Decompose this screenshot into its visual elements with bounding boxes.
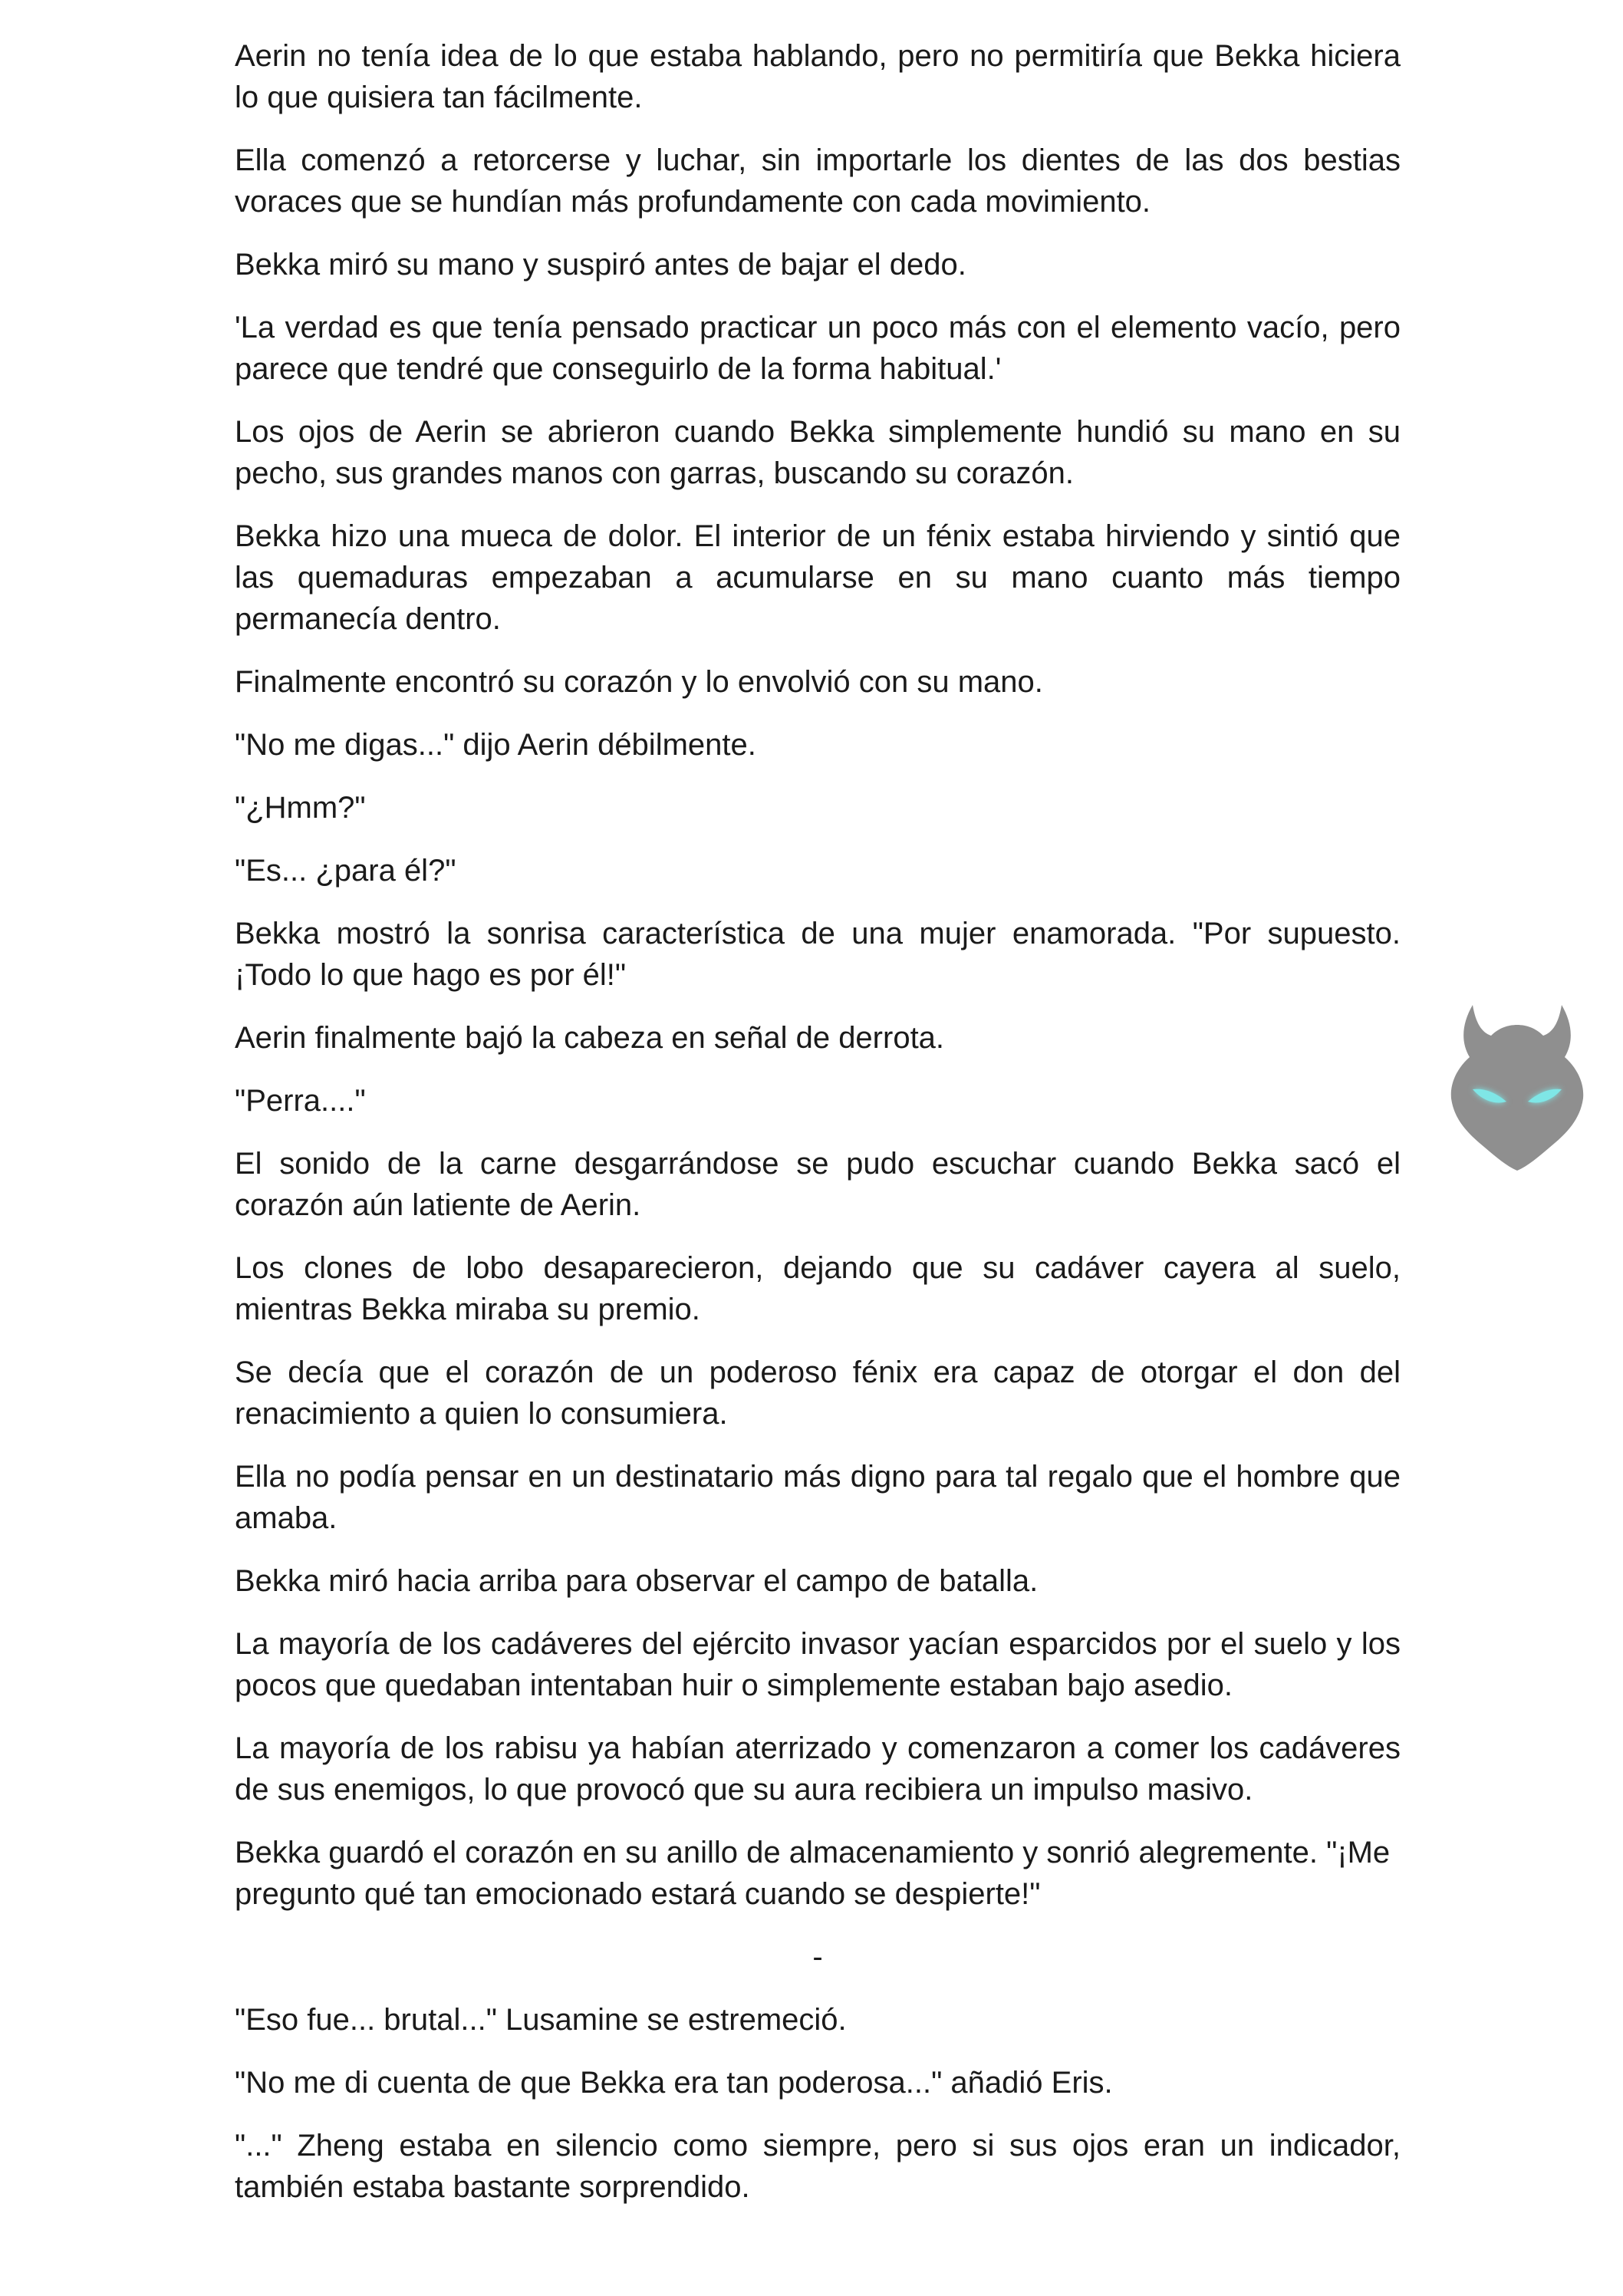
paragraph: Bekka hizo una mueca de dolor. El interior de un fénix estaba hirviendo y sintió que las quemaduras empezaban a acumularse en su mano cuanto más tiempo permanecía dentro.: [235, 519, 1401, 636]
paragraph: "No me digas..." dijo Aerin débilmente.: [235, 728, 756, 762]
paragraph: Los ojos de Aerin se abrieron cuando Bekka simplemente hundió su mano en su pecho, sus grandes manos con garras, buscando su corazón.: [235, 415, 1401, 490]
paragraph: Bekka miró su mano y suspiró antes de bajar el dedo.: [235, 248, 966, 282]
paragraph: Finalmente encontró su corazón y lo envolvió con su mano.: [235, 665, 1043, 699]
paragraph: Se decía que el corazón de un poderoso fénix era capaz de otorgar el don del renacimiento a quien lo consumiera.: [235, 1356, 1401, 1431]
paragraph: Los clones de lobo desaparecieron, dejando que su cadáver cayera al suelo, mientras Bekka miraba su premio.: [235, 1251, 1401, 1326]
paragraph: Ella no podía pensar en un destinatario más digno para tal regalo que el hombre que amaba.: [235, 1460, 1401, 1535]
paragraph: "No me di cuenta de que Bekka era tan poderosa..." añadió Eris.: [235, 2066, 1113, 2100]
paragraph: 'La verdad es que tenía pensado practicar un poco más con el elemento vacío, pero parece que tendré que conseguirlo de la forma habitual.': [235, 311, 1401, 386]
document-page: [235, 35, 1401, 2229]
paragraph: El sonido de la carne desgarrándose se pudo escuchar cuando Bekka sacó el corazón aún latiente de Aerin.: [235, 1147, 1401, 1222]
paragraph: Ella comenzó a retorcerse y luchar, sin importarle los dientes de las dos bestias voraces que se hundían más profundamente con cada movimiento.: [235, 143, 1401, 219]
section-divider: -: [812, 1940, 823, 1974]
paragraph: Aerin finalmente bajó la cabeza en señal de derrota.: [235, 1021, 945, 1055]
paragraph: La mayoría de los rabisu ya habían aterrizado y comenzaron a comer los cadáveres de sus enemigos, lo que provocó que su aura recibiera un impulso masivo.: [235, 1731, 1401, 1807]
paragraph: "¿Hmm?": [235, 791, 366, 825]
paragraph: Aerin no tenía idea de lo que estaba hablando, pero no permitiría que Bekka hiciera lo que quisiera tan fácilmente.: [235, 39, 1401, 114]
paragraph: La mayoría de los cadáveres del ejército invasor yacían esparcidos por el suelo y los pocos que quedaban intentaban huir o simplemente estaban bajo asedio.: [235, 1627, 1401, 1702]
paragraph: "Es... ¿para él?": [235, 854, 456, 888]
paragraph: "..." Zheng estaba en silencio como siempre, pero si sus ojos eran un indicador, también estaba bastante sorprendido.: [235, 2129, 1401, 2204]
paragraph: Bekka mostró la sonrisa característica de una mujer enamorada. "Por supuesto. ¡Todo lo que hago es por él!": [235, 917, 1401, 992]
paragraph: Bekka miró hacia arriba para observar el campo de batalla.: [235, 1564, 1039, 1598]
watermark: [1442, 997, 1592, 1174]
paragraph: "Perra....": [235, 1084, 366, 1118]
paragraph: "Eso fue... brutal..." Lusamine se estremeció.: [235, 2003, 847, 2037]
demon-head-icon: [1442, 997, 1592, 1174]
paragraph: Bekka guardó el corazón en su anillo de almacenamiento y sonrió alegremente. "¡Me pregunto qué tan emocionado estará cuando se despierte!": [235, 1836, 1391, 1911]
